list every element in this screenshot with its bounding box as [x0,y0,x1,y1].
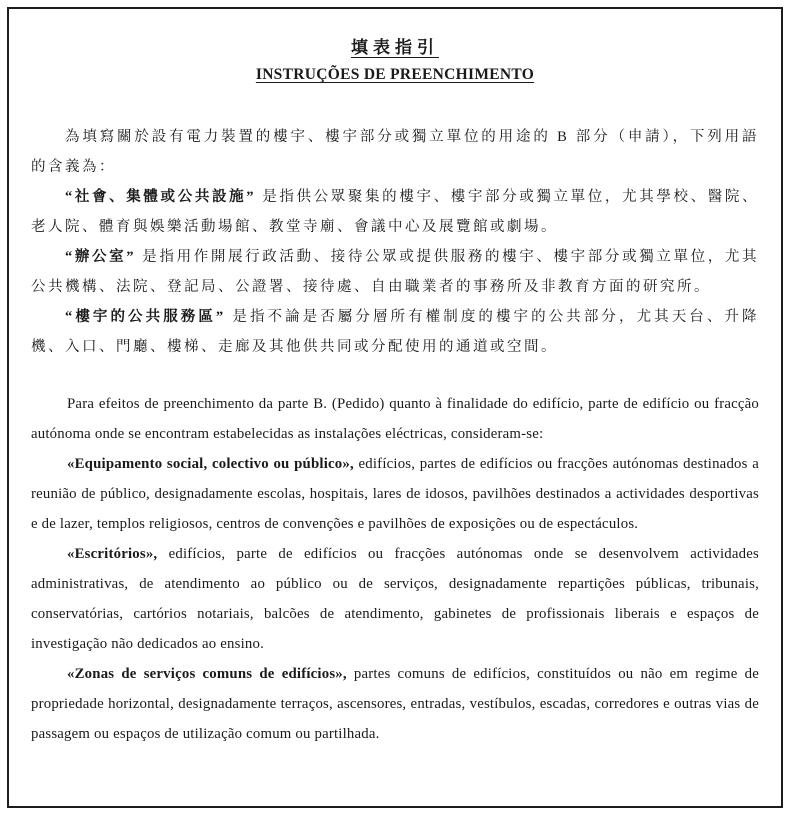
chinese-intro-paragraph [31,122,759,182]
chinese-definition-text: 是指用作開展行政活動、接待公眾或提供服務的樓宇、樓宇部分或獨立單位，尤其公共機構、法院、登記局、公證署、接待處、自由職業者的事務所及非教育方面的研究所。 [31,249,760,295]
title-block [31,33,759,84]
portuguese-definition-text: edifícios, parte de edifícios ou fracções autónomas onde se desenvolvem actividades administrativas, de atendimento ao público ou de serviços, designadamente repartições públicas, tribunais, conservatórias, cartórios notariais, balcões de atendimento, gabinetes de profissionais liberais e espaços de investigação não dedicados ao ensino. [31,546,759,652]
chinese-definition-social-facilities [31,182,759,242]
document-content [9,9,781,749]
chinese-definition-text: 是指供公眾聚集的樓宇、樓宇部分或獨立單位，尤其學校、醫院、老人院、體育與娛樂活動場館、教堂寺廟、會議中心及展覽館或劇場。 [31,189,760,235]
portuguese-term-offices: «Escritórios», [67,546,158,562]
portuguese-intro-paragraph [31,389,759,449]
chinese-definition-office [31,242,759,302]
portuguese-term-social-equipment: «Equipamento social, colectivo ou público», [67,456,354,472]
chinese-term-office: “辦公室” [65,249,137,265]
portuguese-definition-social-equipment [31,449,759,539]
portuguese-definition-offices [31,539,759,659]
portuguese-definition-text: partes comuns de edifícios, constituídos ou não em regime de propriedade horizontal, designadamente terraços, ascensores, entradas, vestíbulos, escadas, corredores e outras vias de passagem ou espaços de utilização comum ou partilhada. [31,666,759,742]
portuguese-term-common-service-zones: «Zonas de serviços comuns de edifícios», [67,666,347,682]
chinese-term-common-service-areas: “樓宇的公共服務區” [65,309,226,325]
chinese-definition-text: 是指不論是否屬分層所有權制度的樓宇的公共部分，尤其天台、升降機、入口、門廳、樓梯、走廊及其他供共同或分配使用的通道或空間。 [31,309,760,355]
page-title-portuguese: INSTRUÇÕES DE PREENCHIMENTO [255,66,535,83]
portuguese-intro-text: Para efeitos de preenchimento da parte B. (Pedido) quanto à finalidade do edifício, parte de edifício ou fracção autónoma onde se encontram estabelecidas as instalações eléctricas, consideram-se: [31,396,759,442]
chinese-definition-common-service-areas [31,302,759,362]
chinese-intro-text: 為填寫關於設有電力裝置的樓宇、樓宇部分或獨立單位的用途的 B 部分（申請），下列用語的含義為： [31,129,759,175]
chinese-term-social-facilities: “社會、集體或公共設施” [65,189,256,205]
document-page [7,7,783,808]
portuguese-definition-text: edifícios, partes de edifícios ou fracções autónomas destinados a reunião de público, designadamente escolas, hospitais, lares de idosos, pavilhões destinados a actividades desportivas e de lazer, templos religiosos, centros de convenções e pavilhões de exposições ou de espectáculos. [31,456,759,532]
page-title-chinese: 填表指引 [351,38,439,57]
portuguese-definition-common-service-zones [31,659,759,749]
